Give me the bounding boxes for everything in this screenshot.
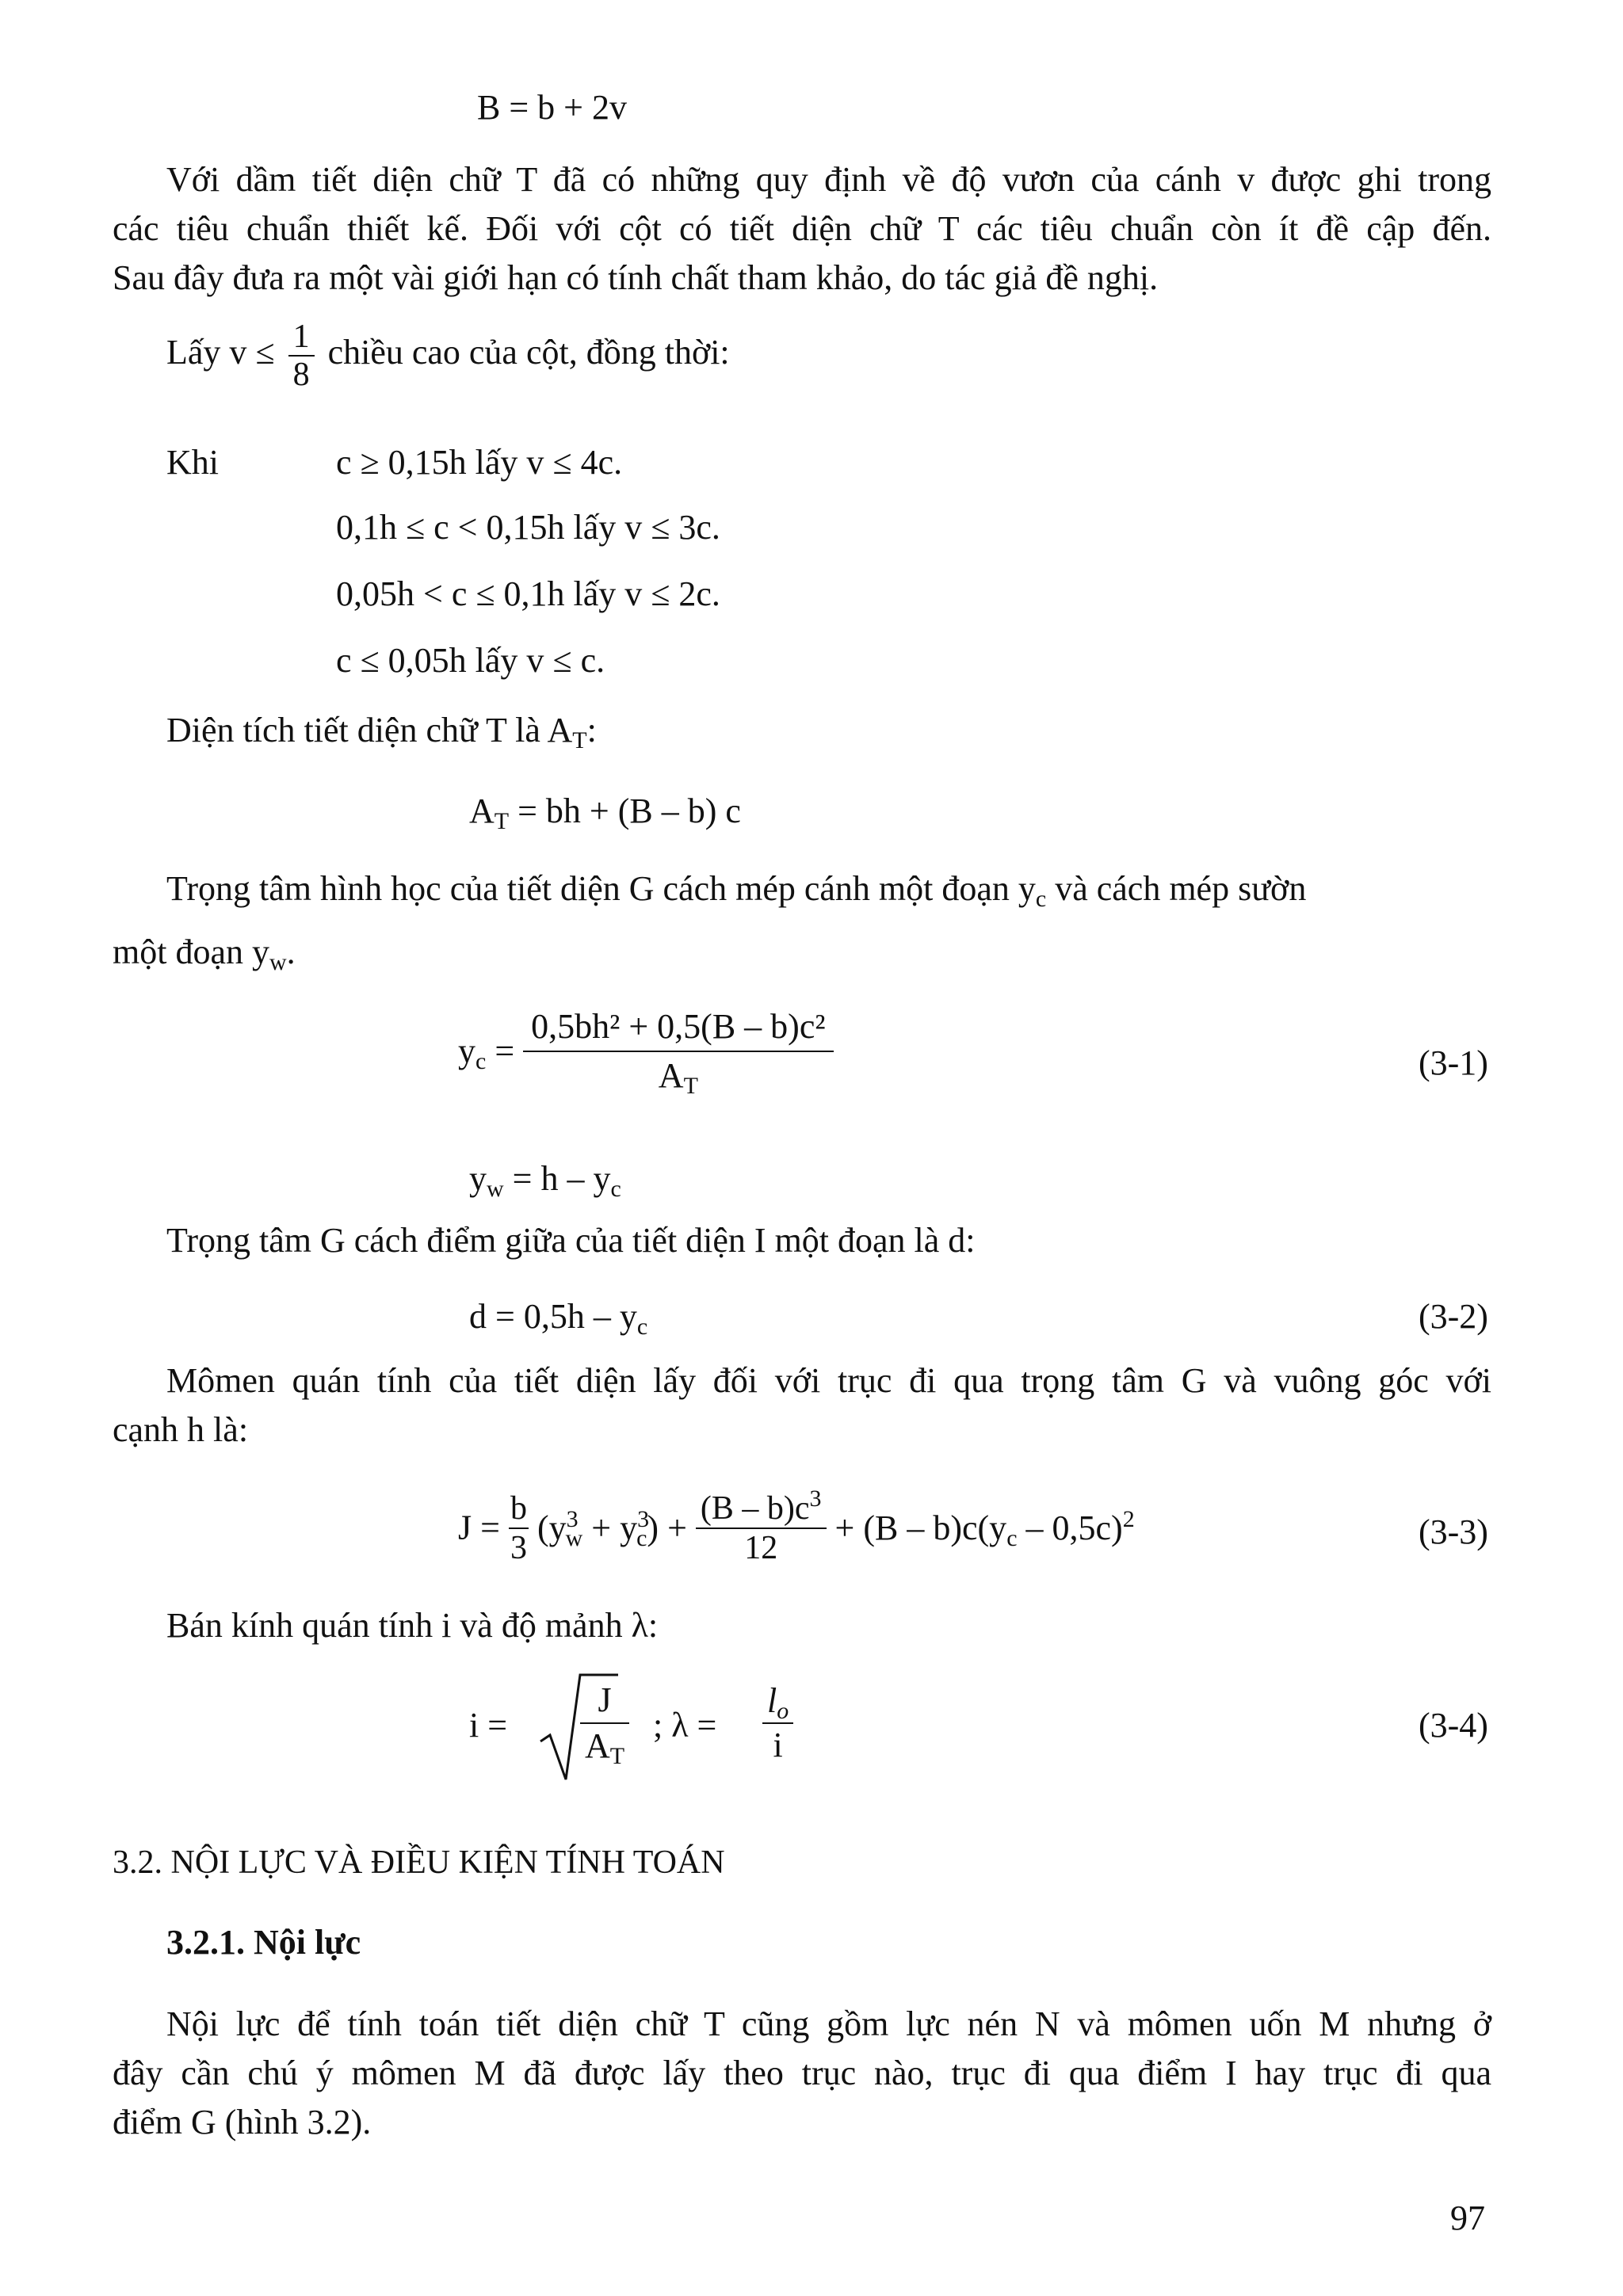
eq34-iden: i (762, 1722, 793, 1767)
eq31-num: 0,5bh² + 0,5(B – b)c² (531, 1007, 826, 1046)
equation-yw (469, 1158, 621, 1200)
limit-statement (166, 318, 730, 393)
page-number: 97 (1450, 2199, 1485, 2237)
eq31-den-sub: T (683, 1073, 698, 1099)
equation-number-3-2: (3-2) (1419, 1297, 1488, 1336)
condition-1: c ≥ 0,15h lấy v ≤ 4c. (336, 443, 623, 482)
limit-prefix: Lấy v ≤ (166, 333, 275, 372)
condition-2: 0,1h ≤ c < 0,15h lấy v ≤ 3c. (336, 508, 720, 547)
equation-area (469, 791, 741, 833)
paragraph-line: điểm G (hình 3.2). (113, 2103, 372, 2142)
eq34-den (580, 1722, 629, 1768)
eq34-lo-sub: o (777, 1698, 789, 1724)
eq-area-lhs: A (469, 791, 495, 830)
eq34-i: i = (469, 1706, 508, 1745)
eq31-fraction (523, 1003, 833, 1100)
centroid-text-a: Trọng tâm hình học của tiết diện G cách mép cánh một đoạn y (166, 869, 1036, 908)
centroid2-sub: w (269, 949, 287, 975)
equation-3-1: $y_c$ = $\frac{\text{0,5bh² + 0,5(B – b)c²}}{A_T}$ (458, 1003, 834, 1100)
eq34-lo-l: l (767, 1681, 777, 1720)
eq34-fraction (580, 1678, 629, 1768)
eq33-three: 3 (509, 1527, 529, 1567)
area-colon: : (586, 711, 597, 749)
eq34-lambda-fraction (762, 1680, 793, 1767)
centroid2-dot: . (286, 933, 296, 971)
equation-number-3-3: (3-3) (1419, 1512, 1488, 1551)
equation-3-3: J = $\frac{b}{3}$ $(y^3_w + y^3_c)$ + $\frac{(B - b)c^3}{12}$ + $(B - b)c(y_c - 0,5c)^2$ (458, 1486, 1135, 1566)
eq-yw-sub: w (487, 1176, 504, 1202)
eq33-paren: $(y^3_w + y^3_c)$ + (537, 1505, 687, 1551)
paragraph-distance: Trọng tâm G cách điểm giữa của tiết diện I một đoạn là d: (166, 1221, 976, 1260)
paragraph-internal-force (113, 2000, 1491, 2147)
area-text: Diện tích tiết diện chữ T là A (166, 711, 573, 749)
eq-yw-sub2: c (610, 1176, 621, 1202)
eq33-fraction-b3 (509, 1489, 529, 1567)
eq33-tail: + $(B - b)c(y_c - 0,5c)^2$ (834, 1505, 1135, 1551)
section-heading-3-2-1: 3.2.1. Nội lực (166, 1923, 361, 1962)
eq34-sep: ; λ = (653, 1706, 717, 1745)
centroid-text-b: và cách mép sườn (1046, 869, 1307, 908)
eq34-A-sub: T (609, 1743, 625, 1769)
area-statement (166, 710, 597, 752)
eq34-J: J (598, 1680, 612, 1719)
eq34-A: A (585, 1726, 610, 1765)
equation-number-3-4: (3-4) (1419, 1706, 1488, 1745)
eq-area-rhs: = bh + (B – b) c (509, 791, 741, 830)
eq31-den-a: A (658, 1056, 684, 1095)
limit-suffix: chiều cao của cột, đồng thời: (327, 333, 730, 372)
paragraph-line: Nội lực để tính toán tiết diện chữ T cũng gồm lực nén N và mômen uốn M nhưng ở (166, 2004, 1491, 2043)
condition-3: 0,05h < c ≤ 0,1h lấy v ≤ 2c. (336, 574, 720, 613)
paragraph-centroid-line1 (166, 868, 1491, 910)
eq32-text: d = 0,5h – y (469, 1297, 637, 1336)
eq-area-sub: T (494, 808, 510, 834)
eq31-lhs: y (458, 1031, 475, 1070)
equation-number-3-1: (3-1) (1419, 1043, 1488, 1082)
condition-4: c ≤ 0,05h lấy v ≤ c. (336, 641, 605, 680)
eq33-fnum: $(B - b)c^3$ (700, 1486, 822, 1527)
paragraph-line: Sau đây đưa ra một vài giới hạn có tính chất tham khảo, do tác giả đề nghị. (113, 258, 1159, 297)
paragraph-flange (113, 155, 1491, 303)
eq34-lo (762, 1680, 793, 1722)
paragraph-moment (113, 1356, 1491, 1455)
paragraph-line: cạnh h là: (113, 1410, 249, 1449)
eq31-lhs-sub: c (475, 1047, 487, 1074)
eq-yw-lhs: y (469, 1159, 487, 1198)
paragraph-line: Với dầm tiết diện chữ T đã có những quy định về độ vươn của cánh v được ghi trong (166, 160, 1491, 199)
equation-3-2 (469, 1296, 647, 1338)
eq33-fden: 12 (696, 1527, 827, 1567)
eq32-sub: c (636, 1314, 648, 1340)
paragraph-line: các tiêu chuẩn thiết kế. Đối với cột có tiết diện chữ T các tiêu chuẩn còn ít đề cập đến. (113, 209, 1491, 248)
centroid-sub: c (1035, 886, 1047, 912)
eq33-b: b (510, 1490, 527, 1527)
paragraph-radius: Bán kính quán tính i và độ mảnh λ: (166, 1606, 659, 1645)
fraction-num: 1 (292, 318, 310, 355)
paragraph-line: Mômen quán tính của tiết diện lấy đối với trục đi qua trọng tâm G và vuông góc với (166, 1361, 1491, 1400)
area-sub: T (572, 727, 587, 753)
eq-yw-mid: = h – y (503, 1159, 611, 1198)
paragraph-centroid-line2 (113, 932, 296, 974)
eq33-fraction-bb (696, 1486, 827, 1567)
eq31-den (523, 1051, 833, 1100)
khi-label: Khi (166, 443, 219, 482)
section-heading-3-2: 3.2. NỘI LỰC VÀ ĐIỀU KIỆN TÍNH TOÁN (113, 1844, 725, 1881)
paragraph-line: đây cần chú ý mômen M đã được lấy theo trục nào, trục đi qua điểm I hay trục đi qua (113, 2054, 1491, 2092)
fraction-one-eighth (288, 318, 315, 393)
centroid2-text: một đoạn y (113, 933, 269, 971)
fraction-den: 8 (288, 355, 315, 393)
equation-b: B = b + 2v (477, 88, 627, 127)
